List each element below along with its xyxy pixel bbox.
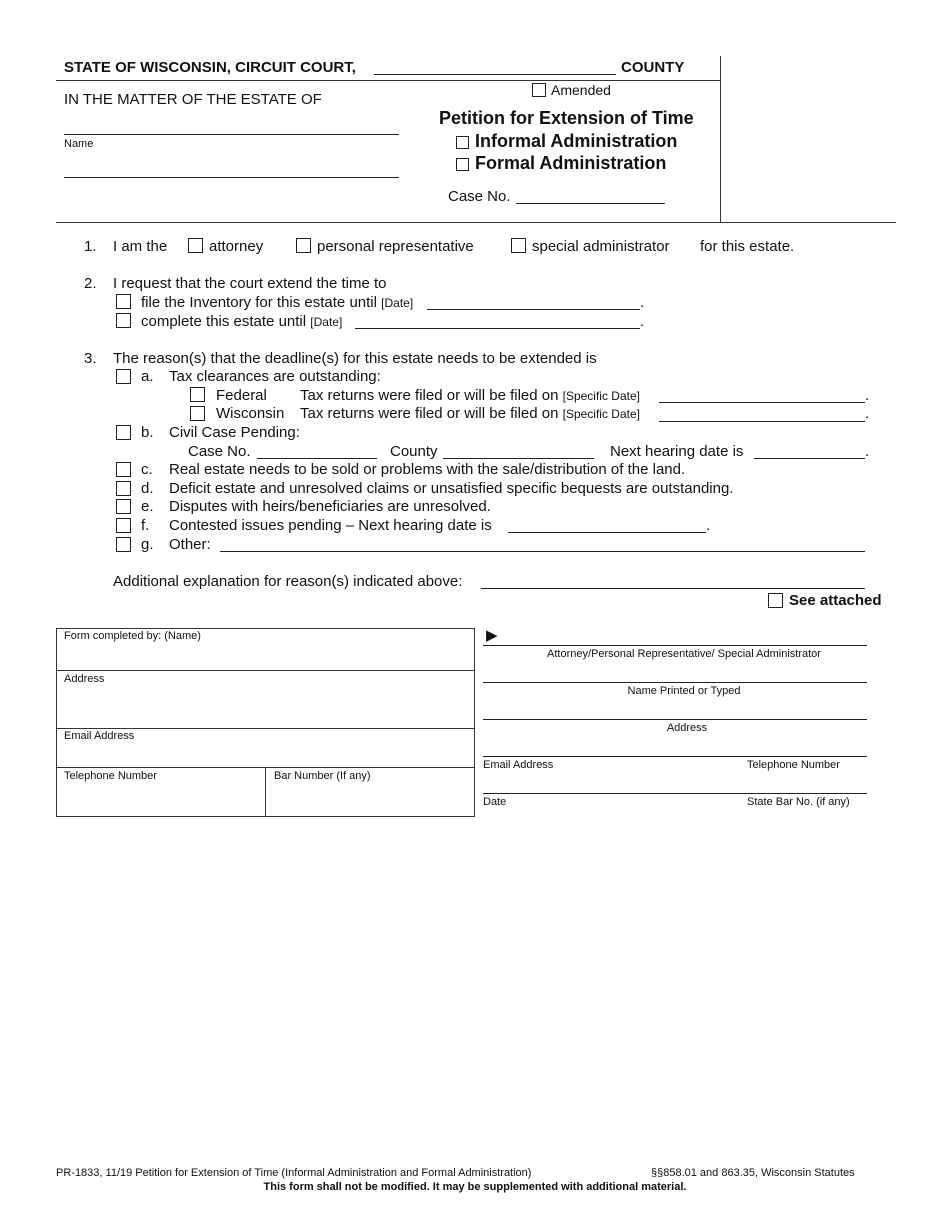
federal-tax-text: Tax returns were filed or will be filed on [Specific Date] [300, 387, 640, 404]
see-attached-label: See attached [789, 592, 882, 609]
reason-a-checkbox[interactable] [116, 369, 131, 384]
completed-by-label: Form completed by: (Name) [64, 630, 201, 642]
special-admin-checkbox[interactable] [511, 238, 526, 253]
decedent-name-field[interactable] [64, 134, 399, 135]
federal-date-field[interactable] [659, 402, 865, 403]
amended-checkbox[interactable] [532, 83, 546, 97]
informal-checkbox[interactable] [456, 136, 469, 149]
reason-a-letter: a. [141, 368, 154, 385]
civil-case-no-field[interactable] [257, 458, 377, 459]
county-label: COUNTY [621, 59, 685, 76]
printed-name-label: Name Printed or Typed [627, 685, 741, 697]
item2-number: 2. [84, 275, 97, 292]
civil-hearing-field[interactable] [754, 458, 865, 459]
signer-bar-label: State Bar No. (if any) [747, 796, 850, 808]
signature-field[interactable] [483, 645, 867, 646]
signer-address-label: Address [666, 722, 708, 734]
see-attached-checkbox[interactable] [768, 593, 783, 608]
reason-c-text: Real estate needs to be sold or problems with the sale/distribution of the land. [169, 461, 686, 478]
civil-case-no-label: Case No. [188, 443, 251, 460]
header-bottom-divider [56, 222, 896, 223]
complete-period: . [640, 313, 645, 330]
reason-f-letter: f. [141, 517, 150, 534]
reason-d-text: Deficit estate and unresolved claims or unsatisfied specific bequests are outstanding. [169, 480, 734, 497]
reason-e-letter: e. [141, 498, 154, 515]
reason-d-letter: d. [141, 480, 154, 497]
reason-d-checkbox[interactable] [116, 481, 131, 496]
complete-date-field[interactable] [355, 328, 640, 329]
contested-period: . [706, 517, 711, 534]
reason-e-text: Disputes with heirs/beneficiaries are unresolved. [169, 498, 491, 515]
inventory-checkbox[interactable] [116, 294, 131, 309]
civil-county-label: County [390, 443, 438, 460]
inventory-text: file the Inventory for this estate until [Date] [141, 294, 414, 311]
reason-f-text: Contested issues pending – Next hearing date is [169, 517, 492, 534]
attorney-checkbox[interactable] [188, 238, 203, 253]
matter-label: IN THE MATTER OF THE ESTATE OF [64, 91, 322, 108]
wisconsin-label: Wisconsin [216, 405, 285, 422]
completed-telephone-label: Telephone Number [64, 770, 157, 782]
printed-name-field[interactable] [483, 682, 867, 683]
wisconsin-checkbox[interactable] [190, 406, 205, 421]
item2-lead: I request that the court extend the time to [113, 275, 387, 292]
item1-lead: I am the [113, 238, 168, 255]
caption-divider [56, 80, 720, 81]
signer-date-bar-field[interactable] [483, 793, 867, 794]
signer-email-phone-field[interactable] [483, 756, 867, 757]
item1-tail: for this estate. [700, 238, 795, 255]
contested-hearing-field[interactable] [508, 532, 706, 533]
inventory-date-field[interactable] [427, 309, 640, 310]
completed-address-label: Address [64, 673, 105, 685]
signature-arrow-icon: ▶ [486, 627, 498, 644]
formal-label: Formal Administration [475, 153, 667, 173]
wisconsin-period: . [865, 405, 870, 422]
attorney-label: attorney [209, 238, 264, 255]
reason-g-checkbox[interactable] [116, 537, 131, 552]
reason-g-text: Other: [169, 536, 211, 553]
item1-number: 1. [84, 238, 97, 255]
reason-b-text: Civil Case Pending: [169, 424, 300, 441]
form-title: Petition for Extension of Time [439, 108, 694, 128]
reason-c-letter: c. [141, 461, 153, 478]
signer-phone-label: Telephone Number [747, 759, 840, 771]
amended-label: Amended [551, 82, 611, 98]
civil-period: . [865, 443, 870, 460]
informal-label: Informal Administration [475, 131, 678, 151]
reason-g-letter: g. [141, 536, 154, 553]
personal-rep-checkbox[interactable] [296, 238, 311, 253]
reason-f-checkbox[interactable] [116, 518, 131, 533]
reason-c-checkbox[interactable] [116, 462, 131, 477]
footer-form-id: PR-1833, 11/19 Petition for Extension of Time (Informal Administration and Formal Administration) [56, 1167, 532, 1179]
item3-lead: The reason(s) that the deadline(s) for this estate needs to be extended is [113, 350, 597, 367]
wisconsin-tax-text: Tax returns were filed or will be filed on [Specific Date] [300, 405, 640, 422]
additional-explanation-label: Additional explanation for reason(s) indicated above: [113, 573, 463, 590]
decedent-name-field-2[interactable] [64, 177, 399, 178]
formal-checkbox[interactable] [456, 158, 469, 171]
signer-email-label: Email Address [483, 759, 554, 771]
box-vertical-divider [265, 767, 266, 817]
federal-label: Federal [216, 387, 267, 404]
federal-period: . [865, 387, 870, 404]
box-divider-2 [56, 728, 475, 729]
reason-b-checkbox[interactable] [116, 425, 131, 440]
header-vertical-divider [720, 56, 721, 222]
case-no-field[interactable] [516, 203, 665, 204]
case-no-label: Case No. [448, 188, 511, 205]
federal-checkbox[interactable] [190, 387, 205, 402]
inventory-period: . [640, 294, 645, 311]
footer-notice: This form shall not be modified. It may be supplemented with additional material. [263, 1181, 687, 1193]
court-caption: STATE OF WISCONSIN, CIRCUIT COURT, [64, 59, 356, 76]
other-reason-field[interactable] [220, 551, 865, 552]
reason-a-text: Tax clearances are outstanding: [169, 368, 381, 385]
signature-label: Attorney/Personal Representative/ Special Administrator [547, 648, 821, 660]
completed-email-label: Email Address [64, 730, 135, 742]
item3-number: 3. [84, 350, 97, 367]
signer-date-label: Date [483, 796, 507, 808]
completed-bar-number-label: Bar Number (If any) [274, 770, 371, 782]
signer-address-field[interactable] [483, 719, 867, 720]
name-label: Name [64, 138, 94, 150]
county-name-field[interactable] [374, 74, 616, 75]
reason-b-letter: b. [141, 424, 154, 441]
wisconsin-date-field[interactable] [659, 421, 865, 422]
personal-rep-label: personal representative [317, 238, 474, 255]
special-admin-label: special administrator [532, 238, 670, 255]
complete-estate-checkbox[interactable] [116, 313, 131, 328]
reason-e-checkbox[interactable] [116, 499, 131, 514]
footer-statutes: §§858.01 and 863.35, Wisconsin Statutes [651, 1167, 855, 1179]
civil-hearing-label: Next hearing date is [610, 443, 744, 460]
civil-county-field[interactable] [443, 458, 594, 459]
additional-explanation-field[interactable] [481, 588, 865, 589]
box-divider-1 [56, 670, 475, 671]
complete-estate-text: complete this estate until [Date] [141, 313, 343, 330]
